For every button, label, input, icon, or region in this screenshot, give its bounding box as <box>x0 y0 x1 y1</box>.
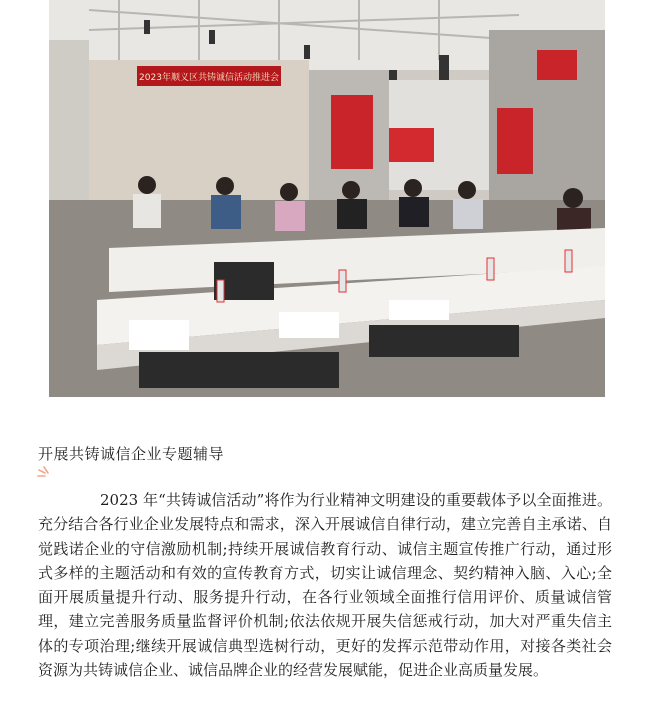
banner-text: 2023年顺义区共铸诚信活动推进会 <box>139 73 279 83</box>
meeting-photo <box>49 0 605 397</box>
title-accent-icon <box>36 466 58 486</box>
section-title: 开展共铸诚信企业专题辅导 <box>38 445 225 463</box>
article-paragraph: 2023 年“共铸诚信活动”将作为行业精神文明建设的重要载体予以全面推进。充分结合各行业企业发展特点和需求，深入开展诚信自律行动，建立完善自主承诺、自觉践诺企业的守信激励机制;持续开展诚信教育行动、诚信主题宣传推广行动，通过形式多样的主题活动和有效的宣传教育方式，切实让诚信理念、契约精神入脑、入心;全面开展质量提升行动、服务提升行动，在各行业领域全面推行信用评价、质量诚信管理，建立完善服务质量监督评价机制;依法依规开展失信惩戒行动，加大对严重失信主体的专项治理;继续开展诚信典型选树行动，更好的发挥示范带动作用，对接各类社会资源为共铸诚信企业、诚信品牌企业的经营发展赋能，促进企业高质量发展。 <box>38 491 612 680</box>
